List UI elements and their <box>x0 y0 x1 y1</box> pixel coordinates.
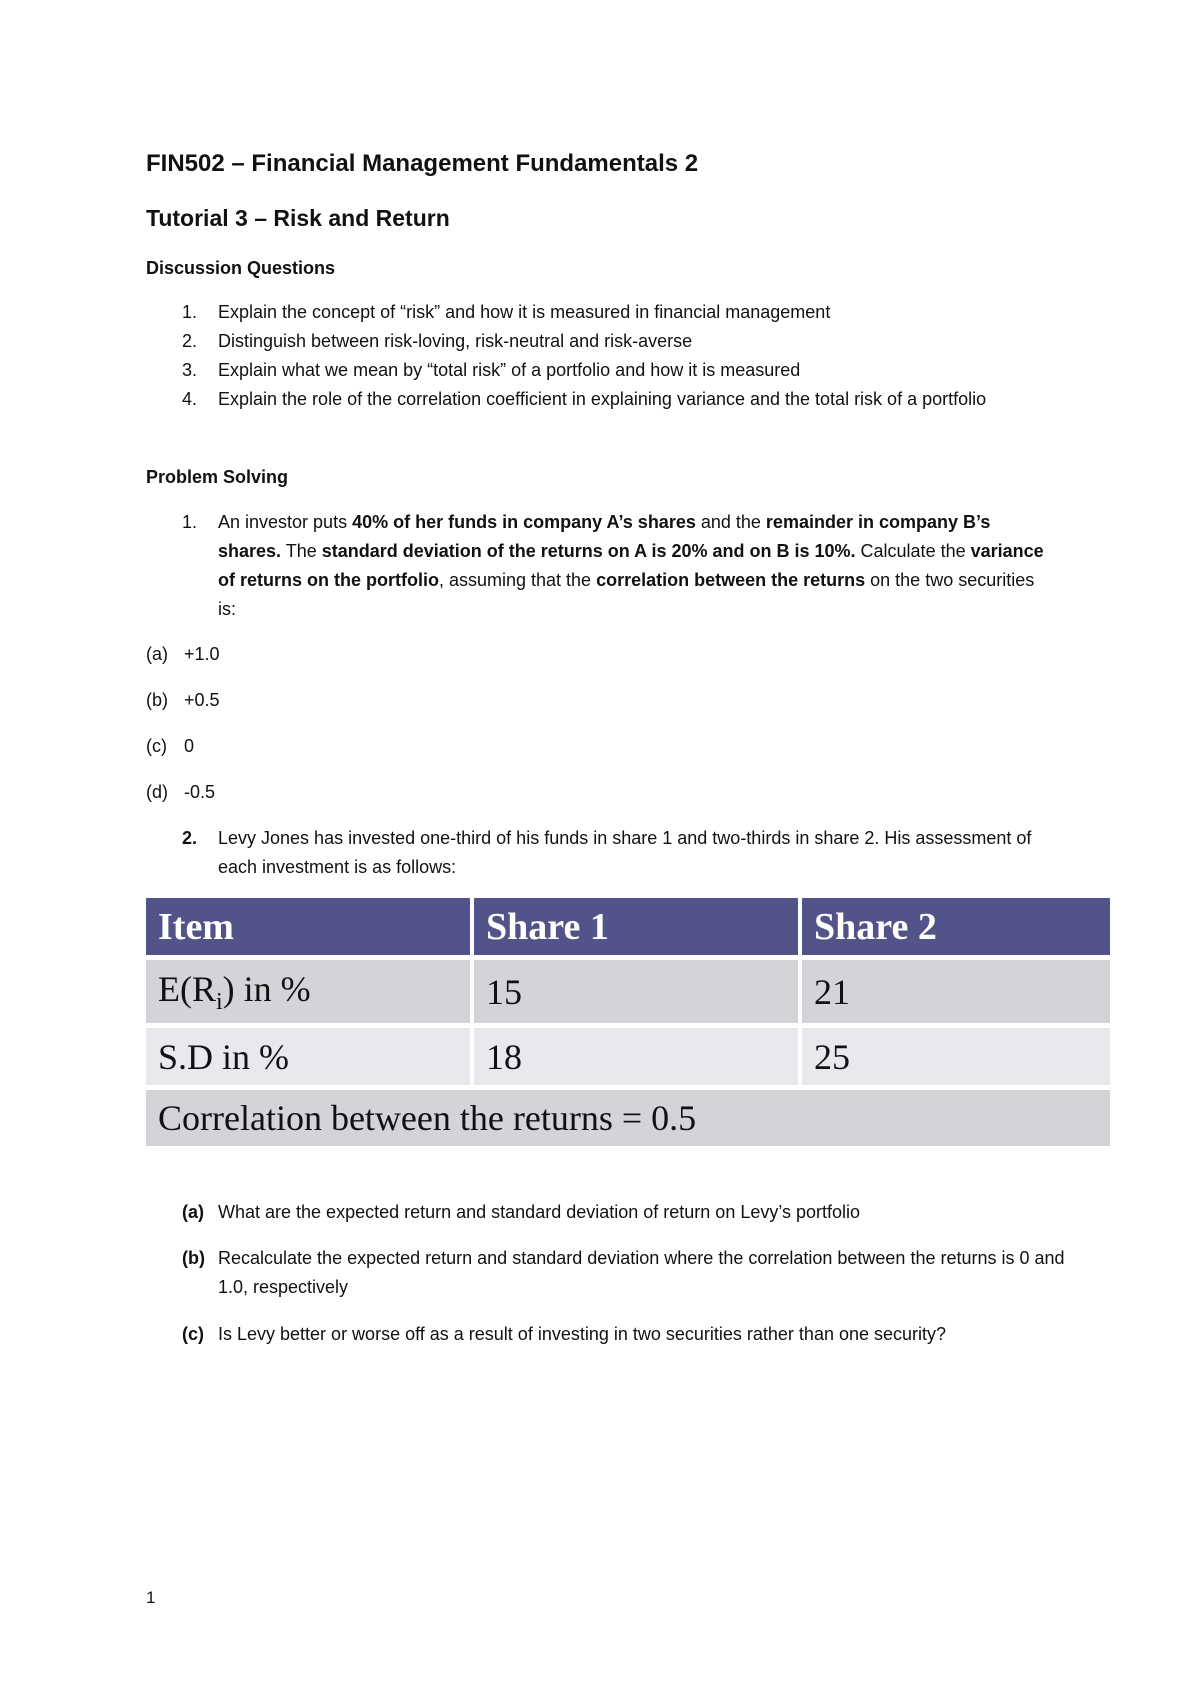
discussion-heading: Discussion Questions <box>146 258 336 278</box>
list-number: 1. <box>182 512 198 532</box>
option-label: (b) <box>182 1248 205 1268</box>
text-run: , assuming that the <box>438 570 597 590</box>
option-b <box>146 690 220 711</box>
table-cell: 18 <box>474 1028 798 1085</box>
option-value: -0.5 <box>184 782 216 802</box>
table-cell: S.D in % <box>146 1028 470 1085</box>
list-text: Explain the role of the correlation coefficient in explaining variance and the total risk of a portfolio <box>218 389 987 409</box>
list-item <box>146 385 1046 414</box>
text-run: on the two securities is: <box>218 570 1035 619</box>
text-run: and the <box>695 512 766 532</box>
table-header-row <box>146 898 1110 955</box>
table-row <box>146 1028 1110 1085</box>
option-value: 0 <box>184 736 195 756</box>
table-cell: Correlation between the returns = 0.5 <box>146 1090 1110 1146</box>
list-number: 4. <box>182 389 198 409</box>
option-text: Recalculate the expected return and standard deviation where the correlation between the returns is 0 and 1.0, respectively <box>218 1248 1065 1297</box>
table-cell: 15 <box>474 960 798 1023</box>
list-item <box>146 298 1046 327</box>
table-row <box>146 960 1110 1023</box>
option-label: (b) <box>146 690 168 710</box>
list-number: 2. <box>182 828 198 848</box>
bold-run: 40% of her funds in company A’s shares <box>352 512 696 532</box>
table-cell: 25 <box>802 1028 1110 1085</box>
table-header: Share 2 <box>802 898 1110 955</box>
text-run: ) in % <box>222 968 311 1009</box>
list-text: Explain the concept of “risk” and how it is measured in financial management <box>218 302 831 322</box>
text-run: E(R <box>158 968 216 1009</box>
bold-run: standard deviation of the returns on A is 20% and on B is 10%. <box>321 541 856 561</box>
list-item <box>146 356 1046 385</box>
list-item <box>146 327 1046 356</box>
sub-question-b <box>146 1244 1066 1302</box>
share-table <box>142 898 1114 1146</box>
table-header: Share 1 <box>474 898 798 955</box>
option-value: +0.5 <box>184 690 220 710</box>
option-label: (d) <box>146 782 168 802</box>
table-header: Item <box>146 898 470 955</box>
table-cell: 21 <box>802 960 1110 1023</box>
problem-2-text: Levy Jones has invested one-third of his funds in share 1 and two-thirds in share 2. His assessment of each investment is as follows: <box>218 828 1032 877</box>
page-number: 1 <box>146 1588 156 1607</box>
option-label: (a) <box>182 1202 204 1222</box>
text-run: The <box>281 541 322 561</box>
sub-question-a <box>146 1198 1066 1227</box>
sub-question-c <box>146 1320 1066 1349</box>
document-subtitle: Tutorial 3 – Risk and Return <box>146 205 450 231</box>
option-label: (c) <box>146 736 167 756</box>
problem-1-text <box>146 508 1046 624</box>
bold-run: correlation between the returns <box>596 570 866 590</box>
text-run: Calculate the <box>855 541 971 561</box>
document-title: FIN502 – Financial Management Fundamentals 2 <box>146 150 699 177</box>
list-number: 3. <box>182 360 198 380</box>
list-number: 2. <box>182 331 198 351</box>
table-row <box>146 1090 1110 1146</box>
table-cell <box>146 960 470 1023</box>
option-d <box>146 782 215 803</box>
list-number: 1. <box>182 302 198 322</box>
discussion-list <box>146 298 1046 414</box>
list-text: Explain what we mean by “total risk” of a portfolio and how it is measured <box>218 360 801 380</box>
bold-run: variance of returns on the portfolio <box>218 541 1044 590</box>
problem-1 <box>146 508 1046 624</box>
subscript: i <box>216 988 223 1015</box>
option-text: Is Levy better or worse off as a result of investing in two securities rather than one security? <box>218 1324 947 1344</box>
problem-2 <box>146 824 1046 882</box>
list-text: Distinguish between risk-loving, risk-neutral and risk-averse <box>218 331 693 351</box>
option-c <box>146 736 194 757</box>
option-label: (c) <box>182 1324 204 1344</box>
problem-heading: Problem Solving <box>146 467 289 487</box>
option-label: (a) <box>146 644 168 664</box>
option-text: What are the expected return and standard deviation of return on Levy’s portfolio <box>218 1202 861 1222</box>
text-run: An investor puts <box>218 512 353 532</box>
option-a <box>146 644 220 665</box>
bold-run: remainder in company B’s shares. <box>218 512 991 561</box>
option-value: +1.0 <box>184 644 220 664</box>
